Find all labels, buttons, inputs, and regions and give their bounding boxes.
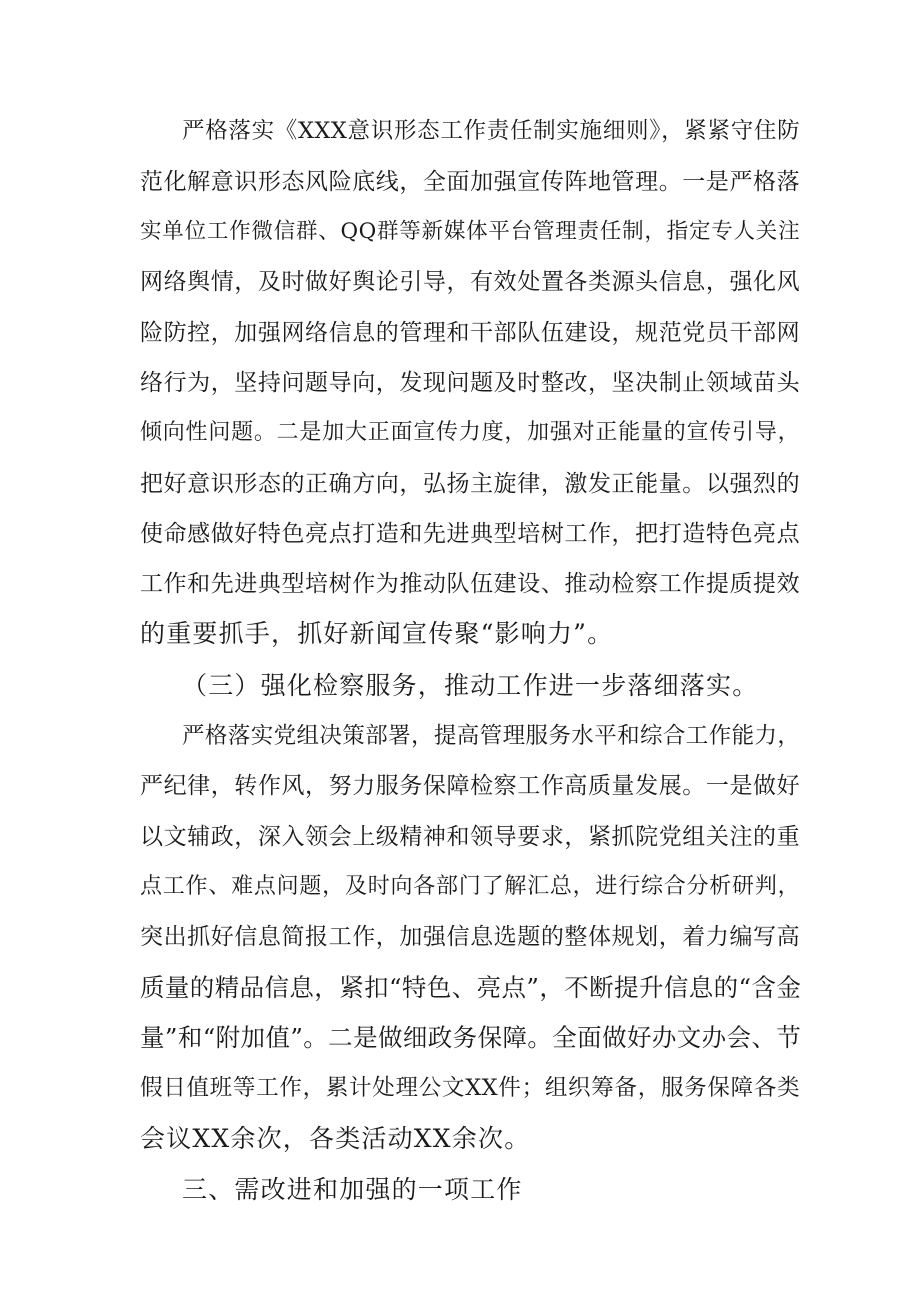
paragraph-line: 质量的精品信息，紧扣“特色、亮点”，不断提升信息的“含金 xyxy=(140,973,802,1002)
paragraph-line: 工作和先进典型培树作为推动队伍建设、推动检察工作提质提效 xyxy=(140,571,800,597)
paragraph-line: 实单位工作微信群、QQ群等新媒体平台管理责任制，指定专人关注 xyxy=(140,219,800,244)
paragraph-line: 范化解意识形态风险底线，全面加强宣传阵地管理。一是严格落 xyxy=(140,169,800,195)
paragraph-line: 严格落实《XXX意识形态工作责任制实施细则》，紧紧守住防 xyxy=(182,118,800,144)
paragraph-line: 严格落实党组决策部署，提高管理服务水平和综合工作能力， xyxy=(182,723,801,749)
paragraph-line: 点工作、难点问题，及时向各部门了解汇总，进行综合分析研判， xyxy=(140,874,800,899)
section-heading: 三、需改进和加强的一项工作 xyxy=(182,1175,523,1204)
paragraph-line: 网络舆情，及时做好舆论引导，有效处置各类源头信息，强化风 xyxy=(140,269,800,295)
paragraph-line: 使命感做好特色亮点打造和先进典型培树工作，把打造特色亮点 xyxy=(140,521,800,547)
subheading: （三）强化检察服务，推动工作进一步落细落实。 xyxy=(182,671,759,700)
paragraph-line: 险防控，加强网络信息的管理和干部队伍建设，规范党员干部网 xyxy=(140,320,800,346)
paragraph-line: 突出抓好信息简报工作，加强信息选题的整体规划，着力编写高 xyxy=(140,924,800,950)
paragraph-line: 量”和“附加值”。二是做细政务保障。全面做好办文办会、节 xyxy=(140,1023,802,1052)
paragraph-line: 严纪律，转作风，努力服务保障检察工作高质量发展。一是做好 xyxy=(140,773,800,799)
paragraph-line: 络行为，坚持问题导向，发现问题及时整改，坚决制止领域苗头 xyxy=(140,370,800,396)
paragraph-line: 假日值班等工作，累计处理公文XX件；组织筹备，服务保障各类 xyxy=(140,1075,800,1101)
paragraph-line: 的重要抓手，抓好新闻宣传聚“影响力”。 xyxy=(140,619,614,648)
paragraph-line: 把好意识形态的正确方向，弘扬主旋律，激发正能量。以强烈的 xyxy=(140,471,800,497)
paragraph-line: 会议XX余次，各类活动XX余次。 xyxy=(140,1124,531,1153)
paragraph-line: 以文辅政，深入领会上级精神和领导要求，紧抓院党组关注的重 xyxy=(140,824,800,850)
paragraph-line: 倾向性问题。二是加大正面宣传力度，加强对正能量的宣传引导， xyxy=(140,420,800,445)
